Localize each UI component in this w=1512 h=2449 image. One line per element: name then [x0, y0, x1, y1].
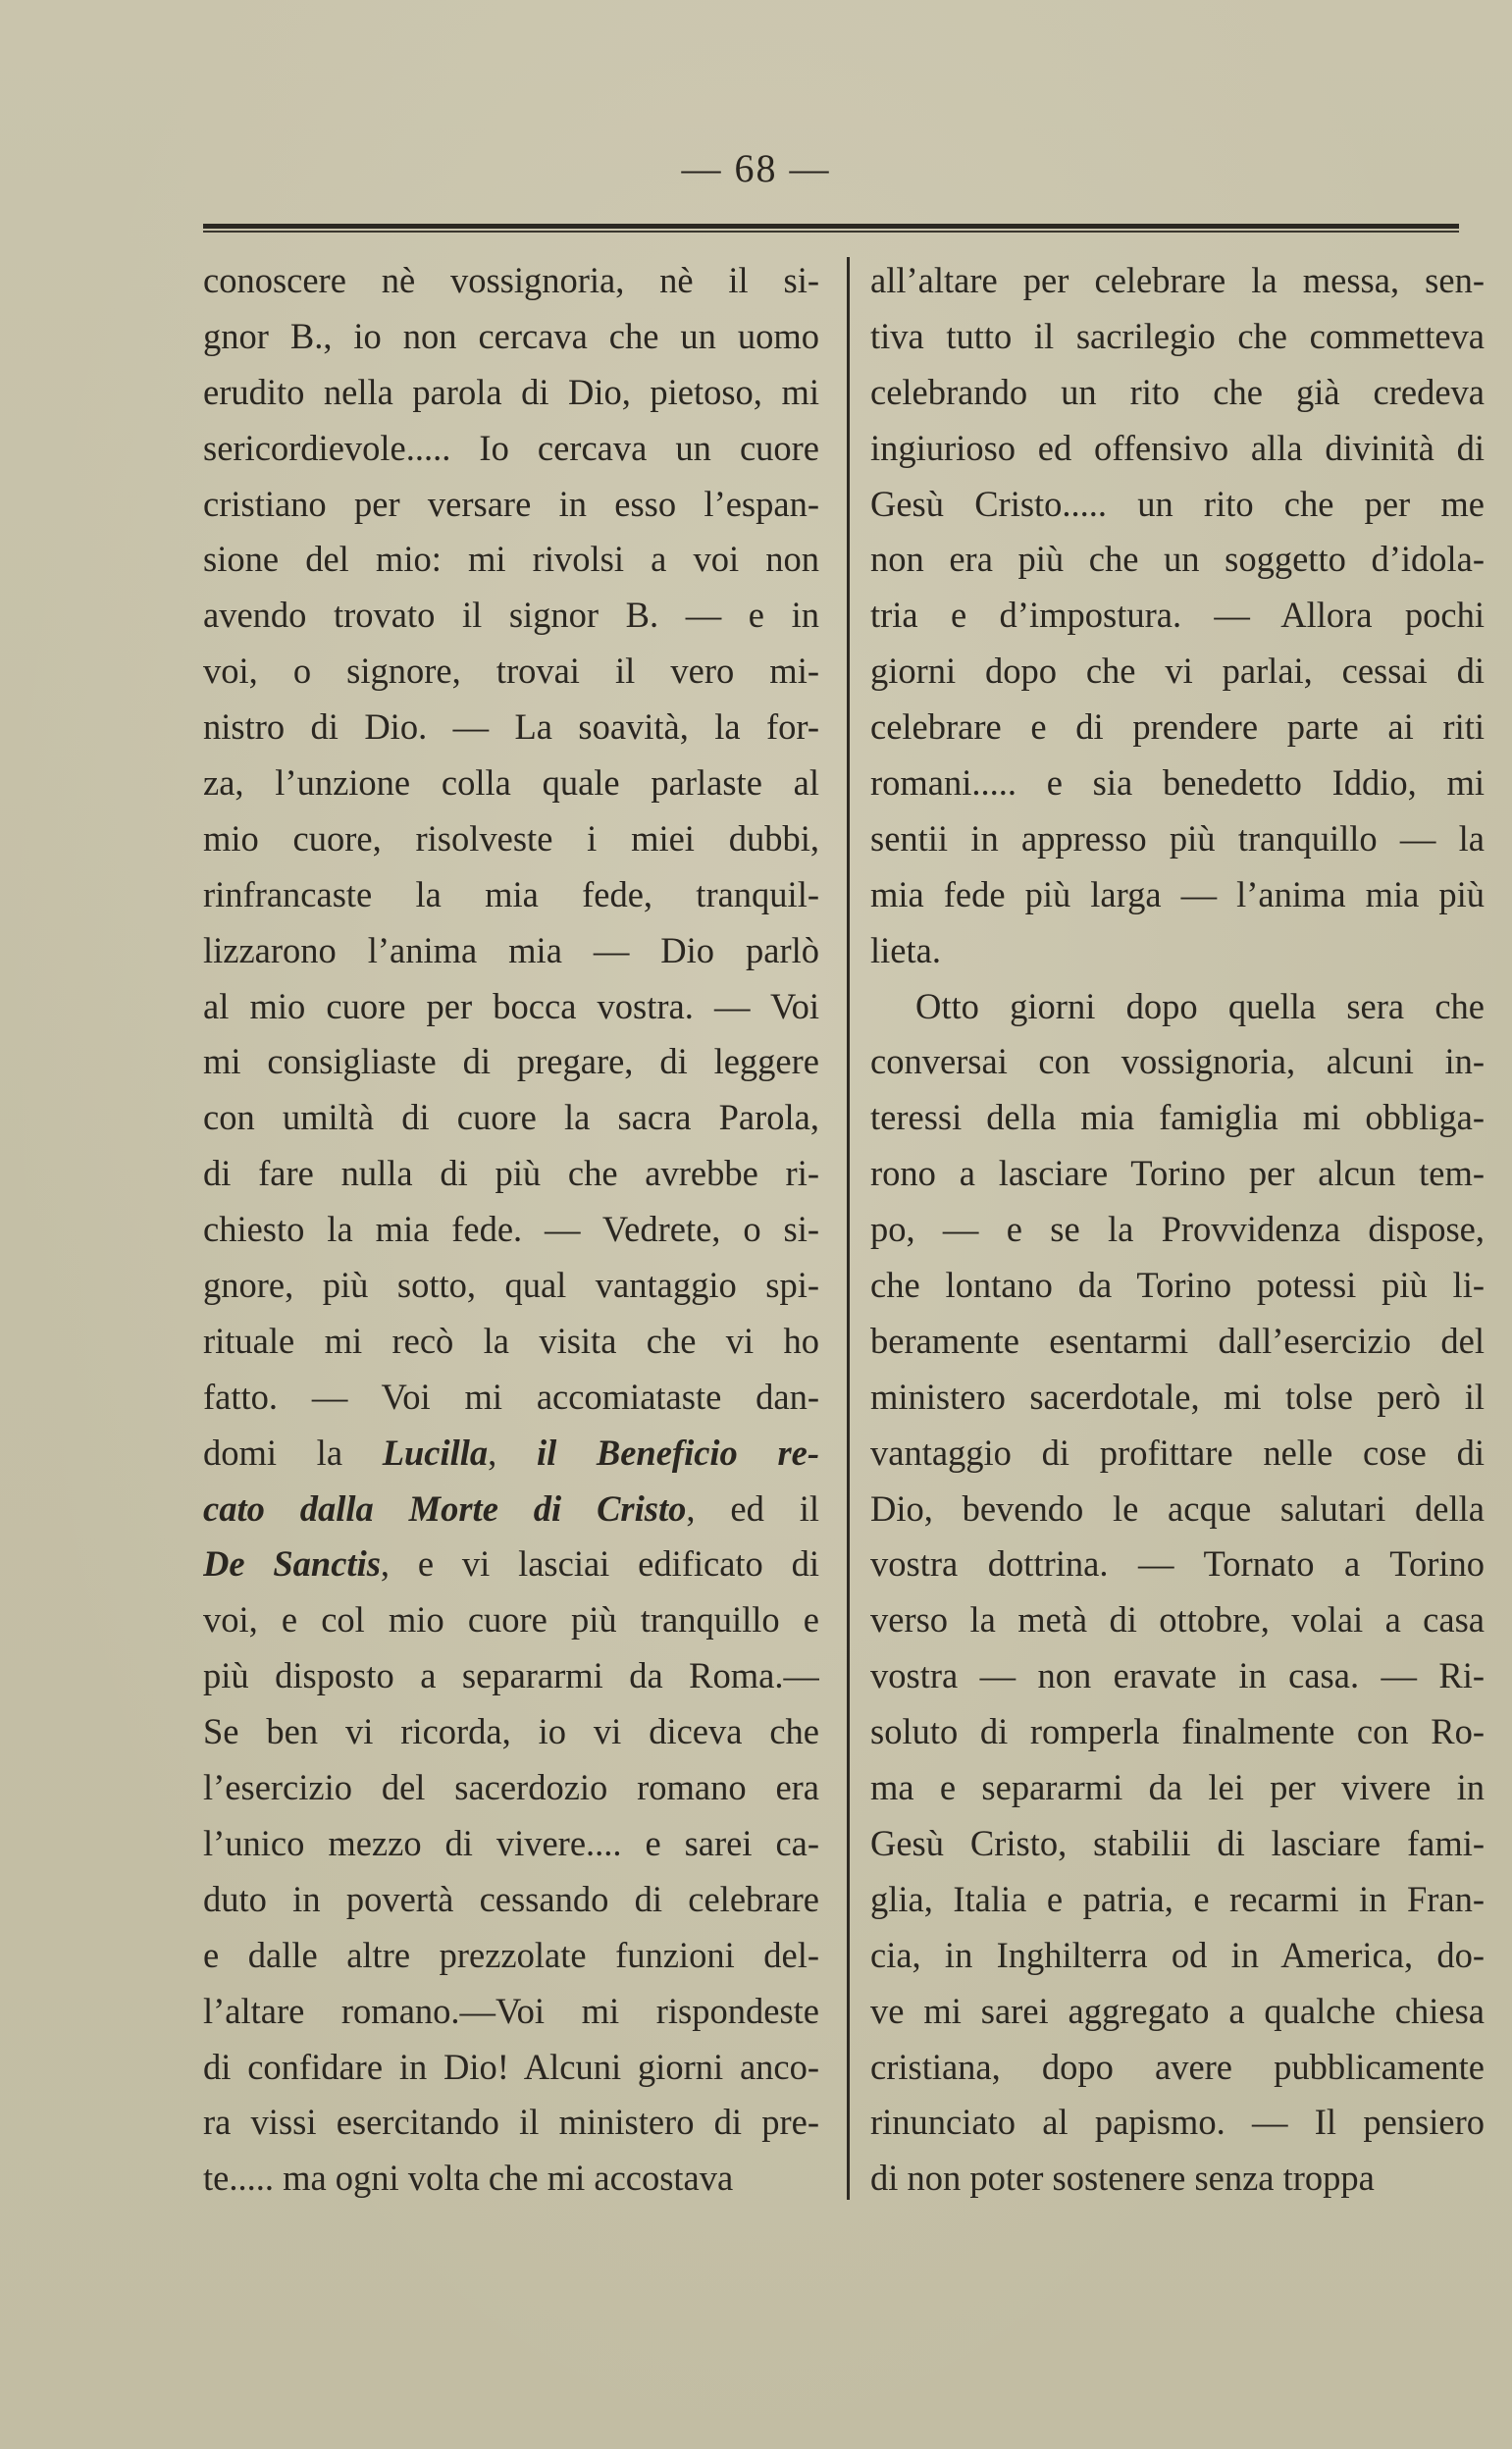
text-line: al mio cuore per bocca vostra. — Voi	[203, 985, 819, 1026]
text-line: rono a lasciare Torino per alcun tem-	[870, 1153, 1485, 1194]
text-line: all’altare per celebrare la messa, sen-	[870, 260, 1485, 300]
text-line: sericordievole..... Io cercava un cuore	[203, 427, 819, 468]
left-column	[203, 253, 819, 2207]
text-line: di non poter sostenere senza troppa	[870, 2158, 1375, 2199]
text-line: rinfrancaste la mia fede, tranquil-	[203, 873, 819, 914]
text-line: Otto giorni dopo quella sera che	[915, 985, 1485, 1026]
text-line: mio cuore, risolveste i miei dubbi,	[203, 817, 819, 859]
text-line: cato dalla Morte di Cristo, ed il	[203, 1487, 819, 1529]
text-line: voi, e col mio cuore più tranquillo e	[203, 1599, 819, 1641]
text-line: avendo trovato il signor B. — e in	[203, 595, 819, 636]
text-line: celebrando un rito che già credeva	[870, 371, 1485, 412]
text-line: nistro di Dio. — La soavità, la for-	[203, 706, 819, 748]
text-line: ingiurioso ed offensivo alla divinità di	[870, 427, 1485, 468]
text-line: rituale mi recò la visita che vi ho	[203, 1320, 819, 1361]
text-line: za, l’unzione colla quale parlaste al	[203, 762, 819, 804]
text-line: chiesto la mia fede. — Vedrete, o si-	[203, 1209, 819, 1250]
text-line: ministero sacerdotale, mi tolse però il	[870, 1376, 1485, 1417]
text-line: romani..... e sia benedetto Iddio, mi	[870, 762, 1485, 804]
text-line: con umiltà di cuore la sacra Parola,	[203, 1097, 819, 1138]
text-line: fatto. — Voi mi accomiataste dan-	[203, 1376, 819, 1417]
header-rule-thick	[203, 224, 1459, 229]
text-line: di fare nulla di più che avrebbe ri-	[203, 1153, 819, 1194]
text-line: e dalle altre prezzolate funzioni del-	[203, 1934, 819, 1975]
page-number: — 68 —	[681, 146, 831, 190]
text-line: giorni dopo che vi parlai, cessai di	[870, 651, 1485, 692]
text-line: gnore, più sotto, qual vantaggio spi-	[203, 1265, 819, 1306]
text-line: ma e separarmi da lei per vivere in	[870, 1767, 1485, 1808]
text-line: che lontano da Torino potessi più li-	[870, 1265, 1485, 1306]
text-line: voi, o signore, trovai il vero mi-	[203, 651, 819, 692]
right-column	[870, 253, 1485, 2207]
header-rule-thin	[203, 231, 1459, 233]
text-line: beramente esentarmi dall’esercizio del	[870, 1320, 1485, 1361]
text-line: tiva tutto il sacrilegio che commetteva	[870, 315, 1485, 356]
text-line: De Sanctis, e vi lasciai edificato di	[203, 1543, 819, 1585]
text-line: non era più che un soggetto d’idola-	[870, 539, 1485, 580]
text-line: mia fede più larga — l’anima mia più	[870, 873, 1485, 914]
text-line: vostra dottrina. — Tornato a Torino	[870, 1543, 1485, 1585]
text-line: conversai con vossignoria, alcuni in-	[870, 1041, 1485, 1082]
text-line: cristiana, dopo avere pubblicamente	[870, 2046, 1485, 2087]
text-line: Gesù Cristo..... un rito che per me	[870, 483, 1485, 524]
text-line: sione del mio: mi rivolsi a voi non	[203, 539, 819, 580]
text-line: teressi della mia famiglia mi obbliga-	[870, 1097, 1485, 1138]
text-line: lieta.	[870, 929, 941, 970]
text-line: tria e d’impostura. — Allora pochi	[870, 595, 1485, 636]
text-line: rinunciato al papismo. — Il pensiero	[870, 2102, 1485, 2143]
text-line: l’altare romano.—Voi mi rispondeste	[203, 1990, 819, 2031]
text-line: gnor B., io non cercava che un uomo	[203, 315, 819, 356]
text-line: duto in povertà cessando di celebrare	[203, 1878, 819, 1919]
text-line: vostra — non eravate in casa. — Ri-	[870, 1655, 1485, 1696]
text-line: vantaggio di profittare nelle cose di	[870, 1432, 1485, 1473]
text-line: Se ben vi ricorda, io vi diceva che	[203, 1711, 819, 1752]
text-line: cristiano per versare in esso l’espan-	[203, 483, 819, 524]
text-line: glia, Italia e patria, e recarmi in Fran-	[870, 1878, 1485, 1919]
text-line: l’unico mezzo di vivere.... e sarei ca-	[203, 1822, 819, 1863]
text-line: te..... ma ogni volta che mi accostava	[203, 2158, 734, 2199]
text-line: verso la metà di ottobre, volai a casa	[870, 1599, 1485, 1641]
text-line: ra vissi esercitando il ministero di pre-	[203, 2102, 819, 2143]
text-line: celebrare e di prendere parte ai riti	[870, 706, 1485, 748]
text-line: ve mi sarei aggregato a qualche chiesa	[870, 1990, 1485, 2031]
text-line: domi la Lucilla, il Beneficio re-	[203, 1432, 819, 1473]
text-line: Dio, bevendo le acque salutari della	[870, 1487, 1485, 1529]
text-line: po, — e se la Provvidenza dispose,	[870, 1209, 1485, 1250]
text-line: mi consigliaste di pregare, di leggere	[203, 1041, 819, 1082]
text-line: di confidare in Dio! Alcuni giorni anco-	[203, 2046, 819, 2087]
column-divider	[847, 257, 850, 2200]
text-line: l’esercizio del sacerdozio romano era	[203, 1767, 819, 1808]
text-line: soluto di romperla finalmente con Ro-	[870, 1711, 1485, 1752]
text-line: più disposto a separarmi da Roma.—	[203, 1655, 819, 1696]
text-line: lizzarono l’anima mia — Dio parlò	[203, 929, 819, 970]
text-line: sentii in appresso più tranquillo — la	[870, 817, 1485, 859]
text-line: cia, in Inghilterra od in America, do-	[870, 1934, 1485, 1975]
header-rule	[203, 224, 1459, 233]
text-line: erudito nella parola di Dio, pietoso, mi	[203, 371, 819, 412]
text-line: Gesù Cristo, stabilii di lasciare fami-	[870, 1822, 1485, 1863]
text-line: conoscere nè vossignoria, nè il si-	[203, 260, 819, 300]
